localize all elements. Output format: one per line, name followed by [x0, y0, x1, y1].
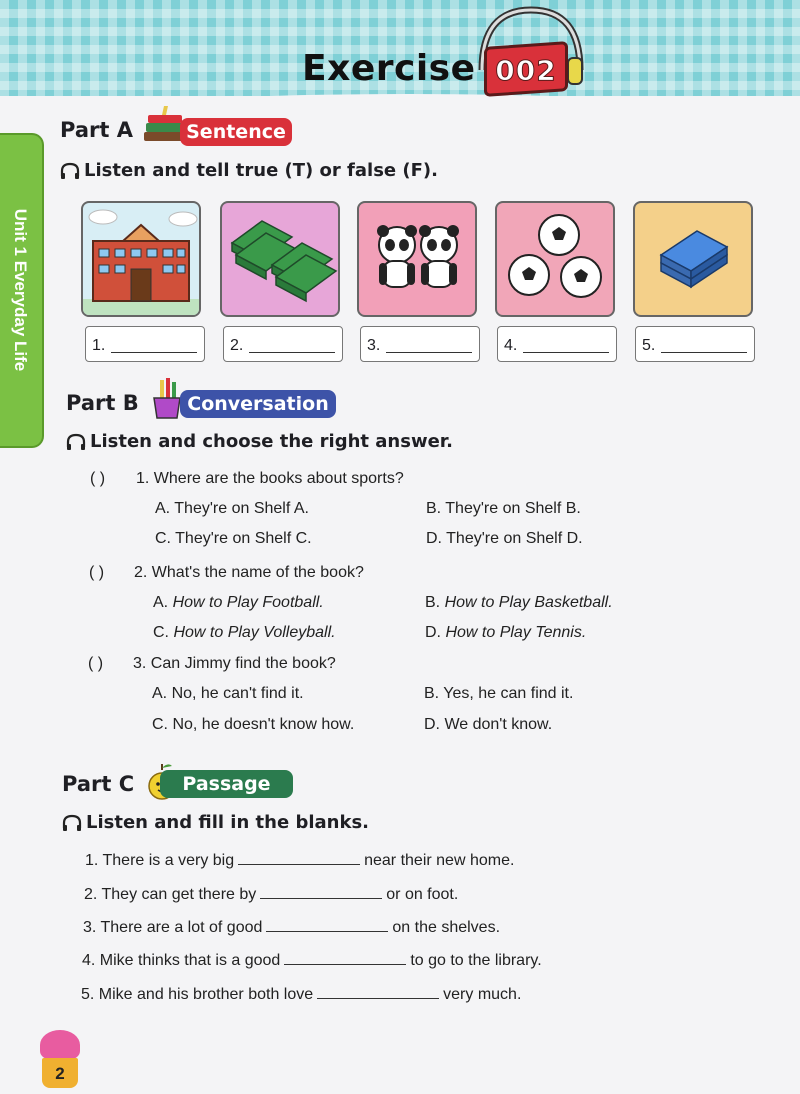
q3-option-b[interactable]: B. Yes, he can find it.: [424, 685, 574, 702]
picture-soccer-balls: [495, 201, 615, 317]
answer-paren-3[interactable]: ( ): [88, 655, 104, 672]
soccer-balls-icon: [497, 203, 613, 315]
fill-sentence-3: 3. There are a lot of good on the shelves.: [83, 919, 501, 936]
q2-option-b[interactable]: B. How to Play Basketball.: [425, 594, 613, 611]
school-building-icon: [83, 203, 199, 315]
part-a-instruction: [60, 160, 438, 181]
q3-option-a[interactable]: A. No, he can't find it.: [152, 685, 304, 702]
answer-box-1[interactable]: [85, 326, 205, 362]
cupcake-icon: [40, 1030, 80, 1060]
q2-option-d[interactable]: D. How to Play Tennis.: [425, 624, 587, 641]
headphone-icon: [62, 814, 82, 832]
pandas-icon: [359, 203, 475, 315]
answer-line[interactable]: [249, 337, 335, 353]
answer-box-3[interactable]: [360, 326, 480, 362]
q1-option-a[interactable]: A. They're on Shelf A.: [155, 500, 309, 517]
question-3-stem: 3. Can Jimmy find the book?: [133, 655, 336, 672]
answer-line[interactable]: [661, 337, 747, 353]
picture-blue-books: [633, 201, 753, 317]
pencil-cup-icon: [150, 378, 184, 420]
q1-option-b[interactable]: B. They're on Shelf B.: [426, 500, 581, 517]
picture-school-building: [81, 201, 201, 317]
q2-option-c[interactable]: C. How to Play Volleyball.: [153, 624, 336, 641]
part-c-pill: Passage: [160, 770, 293, 798]
answer-paren-2[interactable]: ( ): [89, 564, 105, 581]
page-title: Exercise: [302, 48, 476, 89]
q1-option-d[interactable]: D. They're on Shelf D.: [426, 530, 583, 547]
answer-line[interactable]: [386, 337, 472, 353]
fill-blank-1[interactable]: [238, 851, 360, 865]
fill-blank-2[interactable]: [260, 885, 382, 899]
fill-blank-3[interactable]: [266, 918, 388, 932]
fill-blank-4[interactable]: [284, 951, 406, 965]
fill-sentence-1: 1. There is a very big near their new home.: [85, 852, 515, 869]
answer-number: 2.: [230, 337, 244, 354]
part-c-title: Part C: [62, 772, 135, 796]
answer-number: 1.: [92, 337, 106, 354]
answer-number: 5.: [642, 337, 656, 354]
answer-box-2[interactable]: [223, 326, 343, 362]
q3-option-c[interactable]: C. No, he doesn't know how.: [152, 716, 355, 733]
fill-sentence-4: 4. Mike thinks that is a good to go to the library.: [82, 952, 542, 969]
answer-line[interactable]: [523, 337, 609, 353]
part-a-instruction-text: Listen and tell true (T) or false (F).: [84, 160, 438, 181]
answer-line[interactable]: [111, 337, 197, 353]
part-c-instruction: [62, 812, 369, 833]
q1-option-c[interactable]: C. They're on Shelf C.: [155, 530, 312, 547]
part-b-title: Part B: [66, 391, 139, 415]
blue-books-icon: [635, 203, 751, 315]
question-1-stem: 1. Where are the books about sports?: [136, 470, 404, 487]
q2-option-a[interactable]: A. How to Play Football.: [153, 594, 324, 611]
fill-blank-5[interactable]: [317, 985, 439, 999]
part-c-instruction-text: Listen and fill in the blanks.: [86, 812, 369, 833]
green-books-icon: [222, 203, 338, 315]
part-b-instruction-text: Listen and choose the right answer.: [90, 431, 453, 452]
part-b-pill: Conversation: [180, 390, 336, 418]
q3-option-d[interactable]: D. We don't know.: [424, 716, 553, 733]
fill-sentence-5: 5. Mike and his brother both love very much.: [81, 986, 522, 1003]
answer-box-4[interactable]: [497, 326, 617, 362]
answer-number: 4.: [504, 337, 518, 354]
part-b-instruction: [66, 431, 453, 452]
page-number-badge: [38, 1030, 82, 1090]
picture-pandas: [357, 201, 477, 317]
fill-sentence-2: 2. They can get there by or on foot.: [84, 886, 459, 903]
unit-label: Unit 1 Everyday Life: [11, 208, 30, 372]
answer-paren-1[interactable]: ( ): [90, 470, 106, 487]
answer-box-5[interactable]: [635, 326, 755, 362]
exercise-number: 002: [495, 54, 557, 87]
exercise-number-badge: [476, 4, 586, 100]
part-a-title: Part A: [60, 118, 133, 142]
headphone-icon: [66, 433, 86, 451]
part-a-pill: Sentence: [180, 118, 292, 146]
question-2-stem: 2. What's the name of the book?: [134, 564, 364, 581]
answer-number: 3.: [367, 337, 381, 354]
picture-green-books: [220, 201, 340, 317]
headphone-icon: [60, 162, 80, 180]
page-number: 2: [55, 1064, 65, 1083]
